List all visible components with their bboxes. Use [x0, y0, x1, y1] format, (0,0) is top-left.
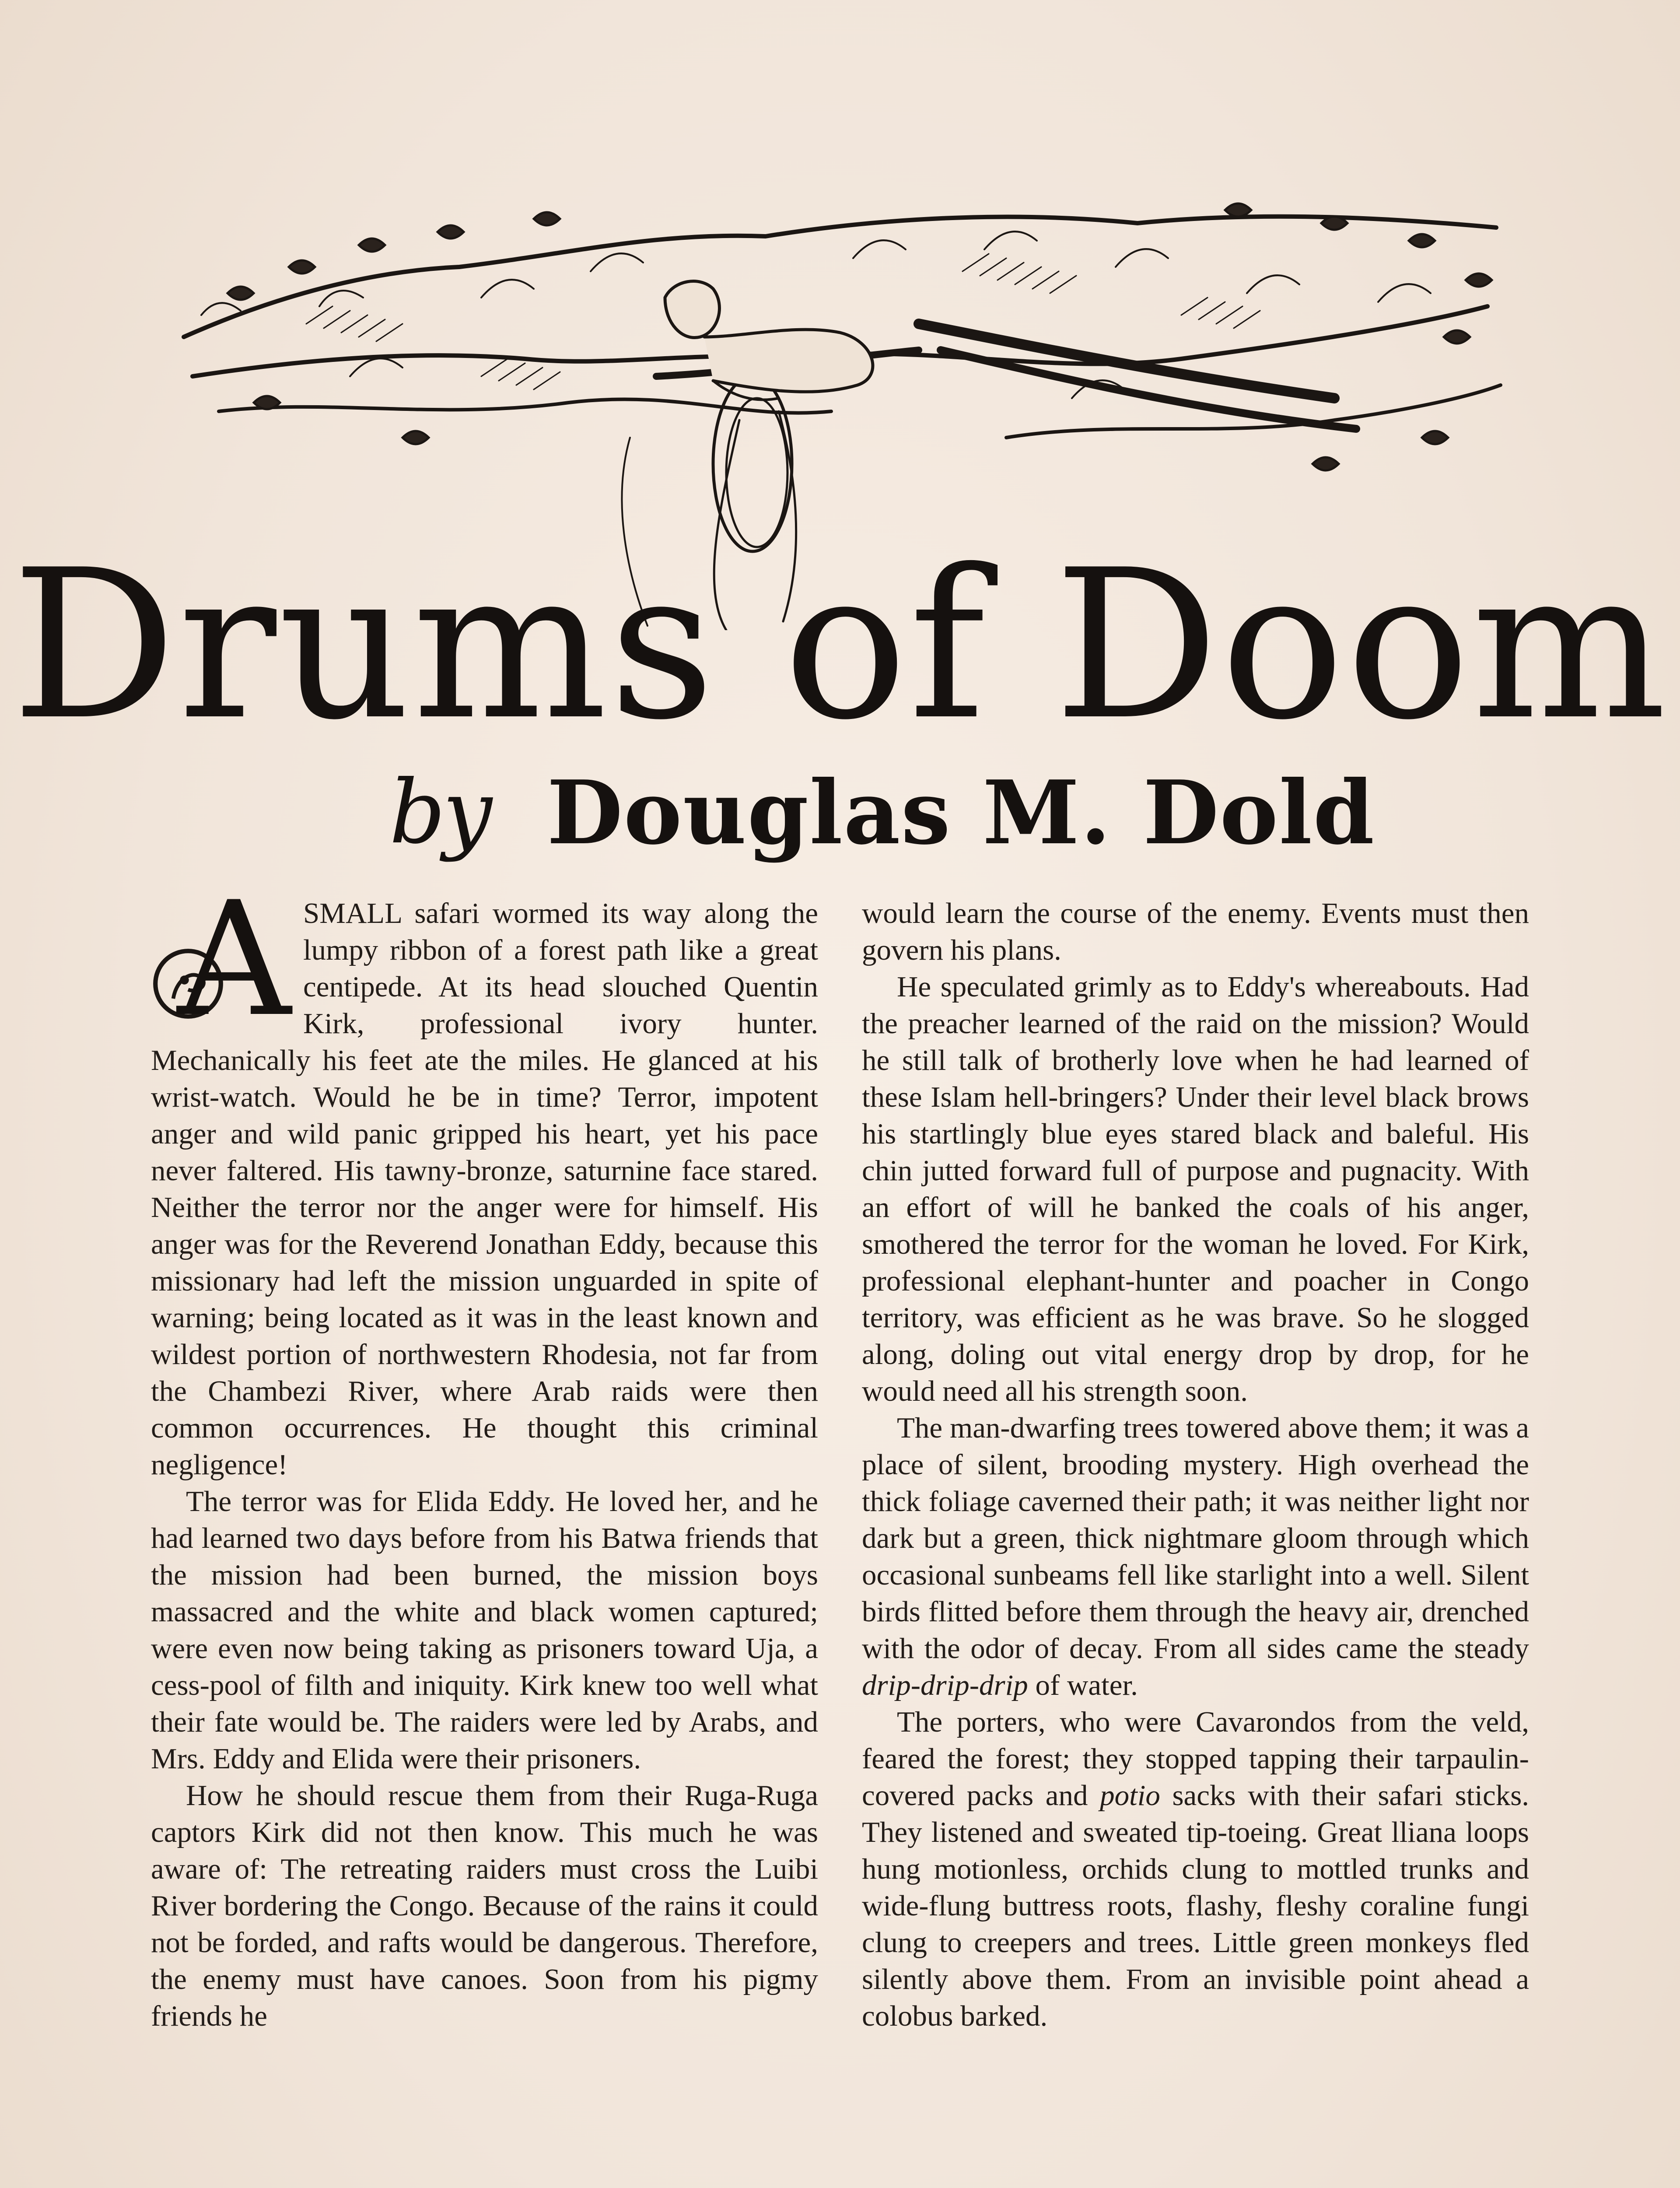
paragraph — [862, 1410, 1529, 1704]
emphasis: potio — [1100, 1779, 1160, 1812]
text-run: The porters, who were Cavarondos from the veld, feared the forest; they stopped tapping their tarpaulin-covered packs and — [862, 1706, 1529, 1812]
text-run: They listened and sweated tip-toeing. Great lliana loops hung motionless, orchids clung to mottled trunks and wide-flung buttress roots, flashy, fleshy coraline fungi clung to creepers and trees. Little green monkeys fled silently above them. From an invisible point ahead a colobus barked. — [862, 1816, 1529, 2032]
paragraph: would learn the course of the enemy. Events must then govern his plans. — [862, 897, 1529, 966]
byline — [389, 748, 1483, 862]
paragraph: The terror was for Elida Eddy. He loved her, and he had learned two days before from his Batwa friends that the mission had been burned, the mission boys massacred and the white and black women captured; were even now being taking as prisoners toward Uja, a cess-pool of filth and iniquity. Kirk knew too well what their fate would be. The raiders were led by Arabs, and Mrs. Eddy and Elida were their prisoners. — [151, 1485, 818, 1775]
author-name: Douglas M. Dold — [547, 761, 1376, 864]
byline-by: by — [389, 761, 490, 863]
text-run: sacks with their safari sticks. — [1172, 1779, 1530, 1812]
text-run: of water. — [1035, 1669, 1138, 1701]
paragraph: He speculated grimly as to Eddy's whereabouts. Had the preacher learned of the raid on the mission? Would he still talk of brotherly love when he had learned of these Islam hell-bringers? Under their level black brows his startlingly blue eyes stared black and baleful. His chin jutted forward full of purpose and pugnacity. With an effort of will he banked the coals of his anger, smothered the terror for the woman he loved. For Kirk, professional elephant-hunter and poacher in Congo territory, was efficient as he was brave. So he slogged along, doling out vital energy drop by drop, for he would need all his strength soon. — [862, 971, 1529, 1407]
paragraph: How he should rescue them from their Ruga-Ruga captors Kirk did not then know. This much he was aware of: The retreating raiders must cross the Luibi River bordering the Congo. Because of the rains it could not be forded, and rafts would be dangerous. Therefore, the enemy must have canoes. Soon from his pigmy friends he — [151, 1779, 818, 2032]
drop-cap-letter: A — [177, 868, 291, 1051]
right-column — [862, 895, 1529, 2034]
text-run: The man-dwarfing trees towered above them; it was a place of silent, brooding mystery. High overhead the thick foliage caverned their path; it was neither light nor dark but a green, thick nightmare gloom through which occasional sunbeams fell like starlight into a well. Silent birds flitted before them through the heavy air, drenched with the odor of decay. From all sides came the steady — [862, 1412, 1529, 1665]
story-title: Drums of Doom — [11, 526, 1669, 765]
emphasis: drip-drip-drip — [862, 1669, 1028, 1701]
paragraph: SMALL safari wormed its way along the lumpy ribbon of a forest path like a great centipede. At its head slouched Quentin Kirk, professional ivory hunter. Mechanically his feet ate the miles. He glanced at his wrist-watch. Would he be in time? Terror, impotent anger and wild panic gripped his heart, yet his pace never faltered. His tawny-bronze, saturnine face stared. Neither the terror nor the anger were for himself. His anger was for the Reverend Jonathan Eddy, because this missionary had left the mission unguarded in spite of warning; being located as it was in the least known and wildest portion of northwestern Rhodesia, not far from the Chambezi River, where Arab raids were then common occurrences. He thought this criminal negligence! — [151, 897, 818, 1481]
paragraph — [862, 1704, 1529, 2034]
left-column — [151, 868, 818, 2034]
drop-cap — [151, 868, 295, 1051]
